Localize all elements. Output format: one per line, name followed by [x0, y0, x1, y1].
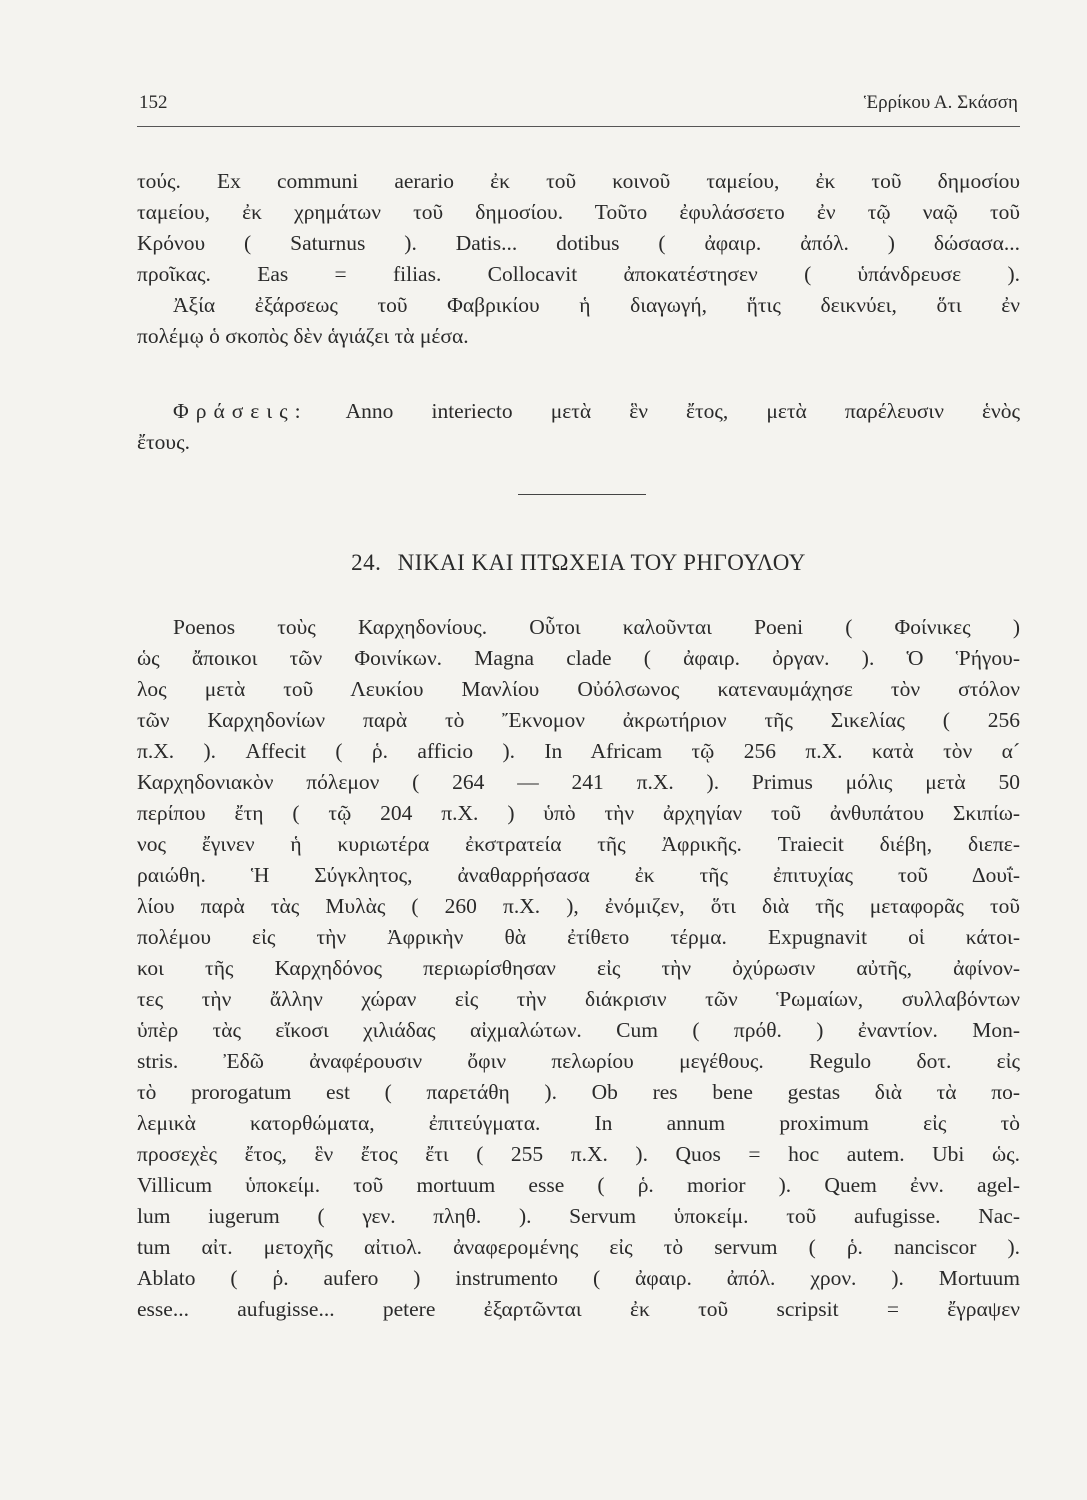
body-line: πολέμου εἰς τὴν Ἀφρικὴν θὰ ἐτίθετο τέρμα. Expugnavit οἱ κάτοι-	[137, 925, 1020, 949]
body-line: Ablato ( ῥ. aufero ) instrumento ( ἀφαιρ. ἀπόλ. χρον. ). Mortuum	[137, 1266, 1020, 1290]
section-number: 24.	[351, 550, 382, 575]
body-line: stris. Ἐδῶ ἀναφέρουσιν ὄφιν πελωρίου μεγέθους. Regulo δοτ. εἰς	[137, 1049, 1020, 1073]
text-line: τούς. Ex communi aerario ἐκ τοῦ κοινοῦ ταμείου, ἐκ τοῦ δημοσίου	[137, 169, 1020, 193]
section-title: ΝΙΚΑΙ ΚΑΙ ΠΤΩΧΕΙΑ ΤΟΥ ΡΗΓΟΥΛΟΥ	[397, 550, 806, 575]
header-rule	[137, 126, 1020, 127]
body-line: λεμικὰ κατορθώματα, ἐπιτεύγματα. In annum proximum εἰς τὸ	[137, 1111, 1020, 1135]
text-line: ταμείου, ἐκ χρημάτων τοῦ δημοσίου. Τοῦτο ἐφυλάσσετο ἐν τῷ ναῷ τοῦ	[137, 200, 1020, 224]
phrases-line	[137, 396, 1020, 427]
section-heading	[137, 550, 1020, 576]
text-line: προῖκας. Eas = filias. Collocavit ἀποκατέστησεν ( ὑπάνδρευσε ).	[137, 262, 1020, 286]
body-line: Villicum ὑποκείμ. τοῦ mortuum esse ( ῥ. morior ). Quem ἐνν. agel-	[137, 1173, 1020, 1197]
body-line: νος ἔγινεν ἡ κυριωτέρα ἐκστρατεία τῆς Ἀφρικῆς. Traiecit διέβη, διεπε-	[137, 832, 1020, 856]
body-line: ὡς ἄποικοι τῶν Φοινίκων. Magna clade ( ἀφαιρ. ὀργαν. ). Ὁ Ῥήγου-	[137, 646, 1020, 670]
body-line: esse... aufugisse... petere ἐξαρτῶνται ἐκ τοῦ scripsit = ἔγραψεν	[137, 1297, 1020, 1321]
body-line: ὑπὲρ τὰς εἴκοσι χιλιάδας αἰχμαλώτων. Cum ( πρόθ. ) ἐναντίον. Mon-	[137, 1018, 1020, 1042]
body-line: περίπου ἔτη ( τῷ 204 π.Χ. ) ὑπὸ τὴν ἀρχηγίαν τοῦ ἀνθυπάτου Σκιπίω-	[137, 801, 1020, 825]
text-line: Ἀξία ἐξάρσεως τοῦ Φαβρικίου ἡ διαγωγή, ἥτις δεικνύει, ὅτι ἐν	[173, 293, 1020, 317]
running-head-title: Ἑρρίκου Α. Σκάσση	[863, 92, 1018, 113]
text-line: Κρόνου ( Saturnus ). Datis... dotibus ( ἀφαιρ. ἀπόλ. ) δώσασα...	[137, 231, 1020, 255]
body-line: lum iugerum ( γεν. πληθ. ). Servum ὑποκείμ. τοῦ aufugisse. Nac-	[137, 1204, 1020, 1228]
section-separator	[518, 494, 646, 495]
body-line: προσεχὲς ἔτος, ἓν ἔτος ἔτι ( 255 π.Χ. ). Quos = hoc autem. Ubi ὡς.	[137, 1142, 1020, 1166]
phrases-continuation: ἔτους.	[137, 430, 190, 454]
body-line: τὸ prorogatum est ( παρετάθη ). Ob res bene gestas διὰ τὰ πο-	[137, 1080, 1020, 1104]
body-line: ραιώθη. Ἡ Σύγκλητος, ἀναθαρρήσασα ἐκ τῆς ἐπιτυχίας τοῦ Δουΐ-	[137, 863, 1020, 887]
body-line: λος μετὰ τοῦ Λευκίου Μανλίου Οὐόλσωνος κατεναυμάχησε τὸν στόλον	[137, 677, 1020, 701]
body-line: λίου παρὰ τὰς Μυλὰς ( 260 π.Χ. ), ἐνόμιζεν, ὅτι διὰ τῆς μεταφορᾶς τοῦ	[137, 894, 1020, 918]
phrases-block	[137, 396, 1020, 458]
running-head	[137, 92, 1020, 122]
text-line: πολέμῳ ὁ σκοπὸς δὲν ἁγιάζει τὰ μέσα.	[137, 324, 469, 348]
body-line: Poenos τοὺς Καρχηδονίους. Οὗτοι καλοῦνται Poeni ( Φοίνικες )	[173, 615, 1020, 639]
body-line: τες τὴν ἄλλην χώραν εἰς τὴν διάκρισιν τῶν Ῥωμαίων, συλλαβόντων	[137, 987, 1020, 1011]
phrases-label: Φράσεις:	[173, 399, 308, 423]
body-line: Καρχηδονιακὸν πόλεμον ( 264 — 241 π.Χ. ). Primus μόλις μετὰ 50	[137, 770, 1020, 794]
body-line: π.Χ. ). Affecit ( ῥ. afficio ). In Africam τῷ 256 π.Χ. κατὰ τὸν α´	[137, 739, 1020, 763]
body-line: tum αἰτ. μετοχῆς αἰτιολ. ἀναφερομένης εἰς τὸ servum ( ῥ. nanciscor ).	[137, 1235, 1020, 1259]
phrases-text: Anno interiecto μετὰ ἓν ἔτος, μετὰ παρέλευσιν ἑνὸς	[345, 399, 1020, 423]
body-block	[137, 612, 1020, 1325]
commentary-block	[137, 166, 1020, 352]
page-number: 152	[139, 92, 168, 113]
body-line: τῶν Καρχηδονίων παρὰ τὸ Ἔκνομον ἀκρωτήριον τῆς Σικελίας ( 256	[137, 708, 1020, 732]
body-line: κοι τῆς Καρχηδόνος περιωρίσθησαν εἰς τὴν ὀχύρωσιν αὐτῆς, ἀφίνον-	[137, 956, 1020, 980]
